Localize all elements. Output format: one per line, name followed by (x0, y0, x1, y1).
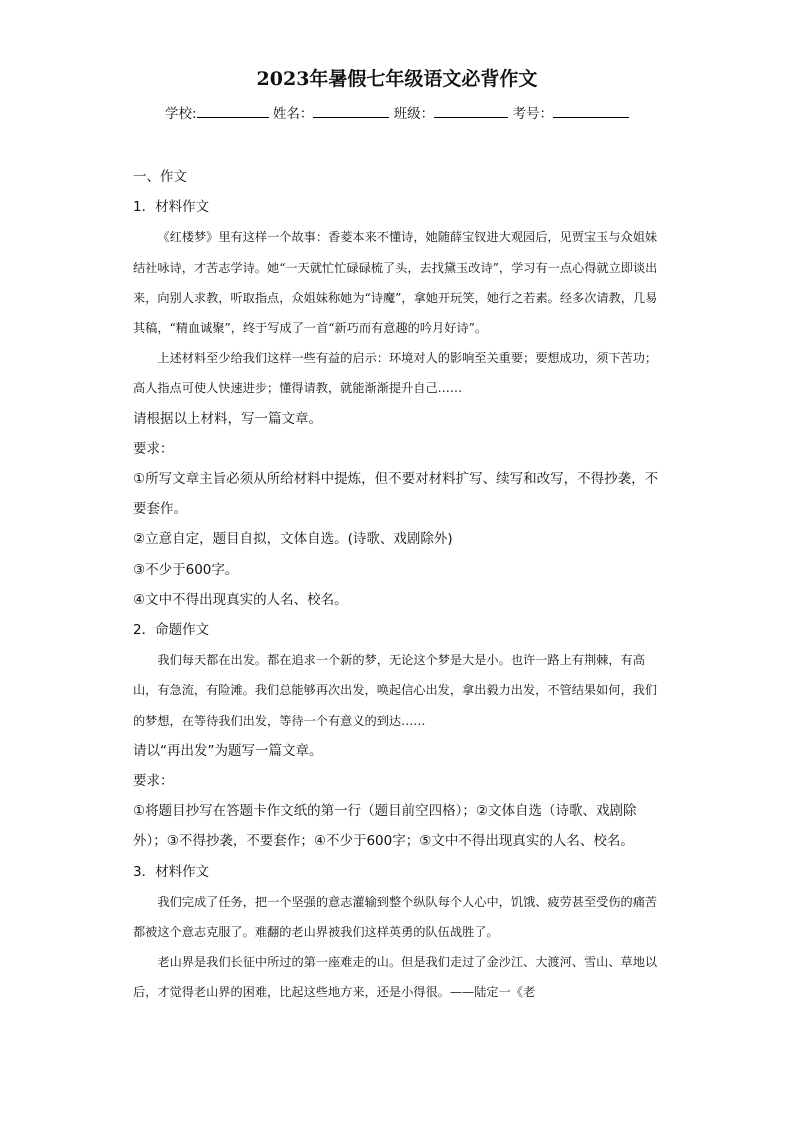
class-blank[interactable] (434, 103, 508, 118)
q1-requirement-2: ②立意自定，题目自拟，文体自选。(诗歌、戏剧除外) (133, 531, 453, 548)
name-blank[interactable] (313, 103, 389, 118)
q1-requirement-4: ④文中不得出现真实的人名、校名。 (133, 591, 348, 608)
exam-no-label: 考号： (512, 106, 553, 122)
exam-no-blank[interactable] (553, 103, 629, 118)
q3-material-paragraph-1: 我们完成了任务，把一个坚强的意志灌输到整个纵队每个人心中，饥饿、疲劳甚至受伤的痛苦都被这个意志克服了。难翻的老山界被我们这样英勇的队伍战胜了。 (133, 894, 658, 940)
q1-requirement-3: ③不少于600字。 (133, 561, 239, 578)
student-info-line (0, 102, 794, 122)
question-2-heading: 2．命题作文 (133, 622, 210, 639)
q1-prompt: 请根据以上材料，写一篇文章。 (133, 410, 322, 427)
section-heading: 一、作文 (133, 169, 187, 185)
q1-material-paragraph-1: 《红楼梦》里有这样一个故事：香菱本来不懂诗，她随薛宝钗进大观园后，见贾宝玉与众姐妹结社咏诗，才苦志学诗。她“一天就忙忙碌碌梳了头，去找黛玉改诗”，学习有一点心得就立即谈出来，向别人求教，听取指点，众姐妹称她为“诗魔”，拿她开玩笑，她行之若素。经多次请教，几易其稿，“精血诚聚”，终于写成了一首“新巧而有意趣的吟月好诗”。 (133, 230, 658, 336)
q1-material-paragraph-2: 上述材料至少给我们这样一些有益的启示：环境对人的影响至关重要；要想成功，须下苦功；高人指点可使人快速进步；懂得请教，就能渐渐提升自己…… (133, 351, 658, 396)
class-label: 班级： (393, 106, 435, 122)
q1-requirements-label: 要求： (133, 440, 174, 457)
q2-requirements: ①将题目抄写在答题卡作文纸的第一行（题目前空四格）；②文体自选（诗歌、戏剧除外）；③不得抄袭，不要套作；④不少于600字；⑤文中不得出现真实的人名、校名。 (133, 803, 637, 850)
q3-material-paragraph-2: 老山界是我们长征中所过的第一座难走的山。但是我们走过了金沙江、大渡河、雪山、草地以后，才觉得老山界的困难，比起这些地方来，还是小得很。——陆定一《老 (133, 955, 658, 1000)
q2-requirements-label: 要求： (133, 773, 174, 790)
question-1-heading: 1．材料作文 (133, 199, 210, 216)
page-title: 2023年暑假七年级语文必背作文 (256, 68, 538, 90)
document-body (133, 162, 663, 1008)
school-label: 学校: (165, 106, 197, 122)
school-blank[interactable] (197, 103, 269, 118)
question-3-heading: 3．材料作文 (133, 863, 210, 880)
q1-requirement-1: ①所写文章主旨必须从所给材料中提炼，但不要对材料扩写、续写和改写，不得抄袭，不要套作。 (133, 471, 659, 518)
name-label: 姓名： (272, 106, 314, 122)
q2-material: 我们每天都在出发。都在追求一个新的梦，无论这个梦是大是小。也许一路上有荆棘，有高山，有急流，有险滩。我们总能够再次出发，唤起信心出发，拿出毅力出发，不管结果如何，我们的梦想，在等待我们出发，等待一个有意义的到达…… (133, 653, 658, 728)
q2-prompt: 请以“再出发”为题写一篇文章。 (133, 742, 323, 759)
